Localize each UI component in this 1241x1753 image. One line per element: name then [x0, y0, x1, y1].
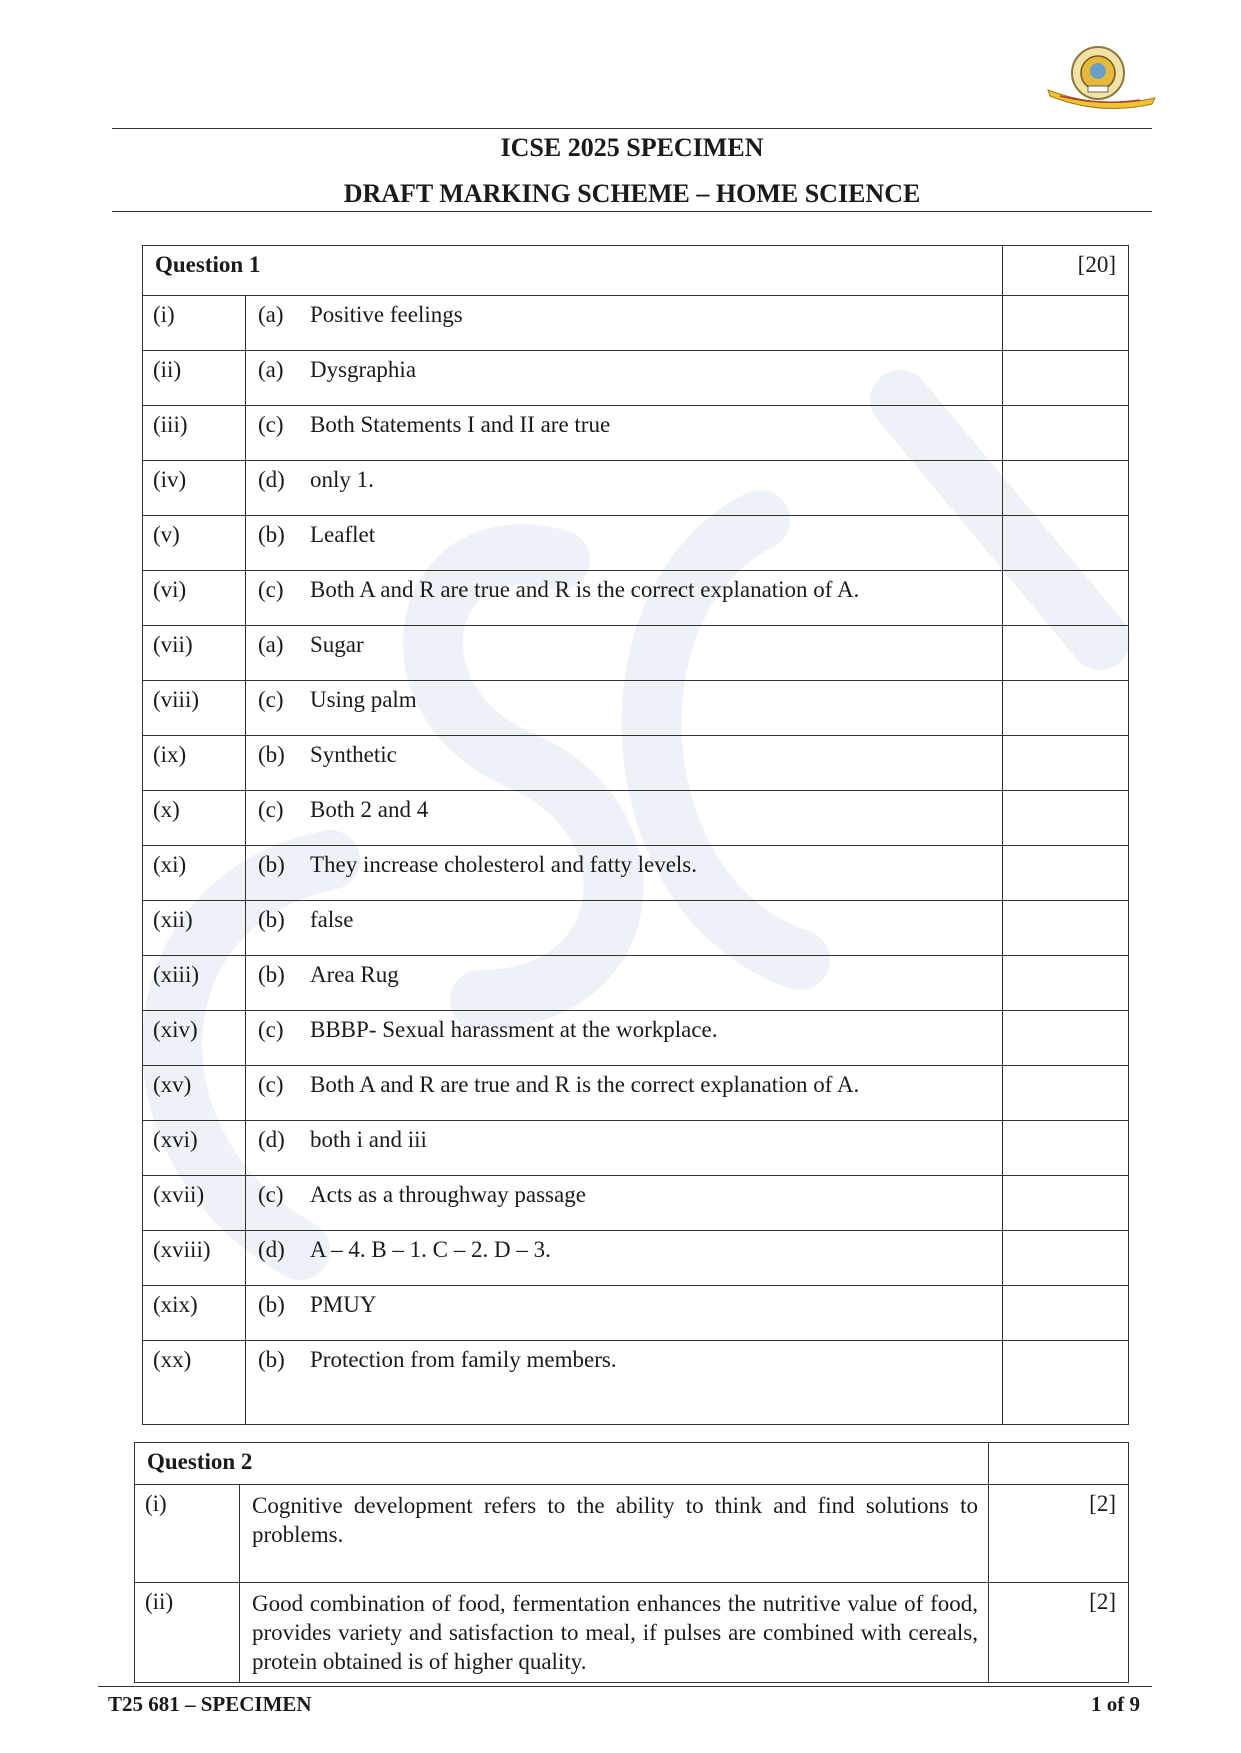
- answer-number: (i): [135, 1485, 240, 1583]
- answer-text: Both A and R are true and R is the correct explanation of A.: [310, 1072, 860, 1097]
- marks-cell: [1003, 461, 1129, 516]
- answer-text: Dysgraphia: [310, 357, 417, 382]
- answer-cell: [246, 516, 1003, 571]
- answer-cell: [246, 791, 1003, 846]
- table-row: [143, 681, 1129, 736]
- answer-text: Using palm: [310, 687, 417, 712]
- answer-option: (c): [258, 1072, 284, 1097]
- answer-option: (a): [258, 632, 284, 657]
- answer-number: (xix): [143, 1286, 246, 1341]
- answer-text: Good combination of food, fermentation enhances the nutritive value of food, provides variety and satisfaction to meal, if pulses are combined with cereals, protein obtained is of higher quality.: [240, 1583, 989, 1683]
- answer-option: (b): [258, 962, 285, 987]
- page-subtitle: DRAFT MARKING SCHEME – HOME SCIENCE: [343, 179, 921, 208]
- marks-cell: [1003, 1011, 1129, 1066]
- header-bottom-rule: [112, 211, 1152, 212]
- answer-text: BBBP- Sexual harassment at the workplace.: [310, 1017, 718, 1042]
- marks-cell: [1003, 1176, 1129, 1231]
- marks-cell: [1003, 406, 1129, 461]
- answer-text: Leaflet: [310, 522, 376, 547]
- answer-number: (vii): [143, 626, 246, 681]
- table-row: [143, 901, 1129, 956]
- answer-option: (c): [258, 1017, 284, 1042]
- question1-header-row: [143, 246, 1129, 296]
- answer-text: Synthetic: [310, 742, 397, 767]
- marks-cell: [1003, 626, 1129, 681]
- answer-number: (xx): [143, 1341, 246, 1425]
- marks-cell: [1003, 351, 1129, 406]
- answer-number: (xiv): [143, 1011, 246, 1066]
- marks-cell: [1003, 901, 1129, 956]
- question2-label: Question 2: [135, 1443, 989, 1485]
- answer-text: Sugar: [310, 632, 364, 657]
- table-row: [143, 1011, 1129, 1066]
- answer-cell: [246, 296, 1003, 351]
- answer-option: (d): [258, 1237, 285, 1262]
- answer-cell: [246, 571, 1003, 626]
- table-row: [143, 1176, 1129, 1231]
- answer-cell: [246, 1121, 1003, 1176]
- answer-number: (i): [143, 296, 246, 351]
- answer-marks: [2]: [989, 1485, 1129, 1583]
- answer-cell: [246, 681, 1003, 736]
- answer-text: Positive feelings: [310, 302, 463, 327]
- answer-number: (x): [143, 791, 246, 846]
- table-row: [143, 736, 1129, 791]
- answer-option: (c): [258, 1182, 284, 1207]
- answer-option: (a): [258, 357, 284, 382]
- answer-number: (viii): [143, 681, 246, 736]
- answer-number: (xviii): [143, 1231, 246, 1286]
- table-row: [143, 1121, 1129, 1176]
- answer-text: Both Statements I and II are true: [310, 412, 611, 437]
- footer-code: T25 681 – SPECIMEN: [108, 1692, 312, 1716]
- answer-cell: [246, 956, 1003, 1011]
- answer-number: (xvii): [143, 1176, 246, 1231]
- question1-marks: [20]: [1003, 246, 1129, 296]
- answer-text: Both 2 and 4: [310, 797, 429, 822]
- answer-text: only 1.: [310, 467, 374, 492]
- answer-option: (c): [258, 577, 284, 602]
- answer-text: Both A and R are true and R is the correct explanation of A.: [310, 577, 860, 602]
- marks-cell: [1003, 296, 1129, 351]
- answer-number: (ii): [135, 1583, 240, 1683]
- answer-option: (c): [258, 687, 284, 712]
- question1-table: [142, 245, 1129, 1425]
- answer-option: (b): [258, 907, 285, 932]
- marks-cell: [1003, 846, 1129, 901]
- table-row: [143, 846, 1129, 901]
- answer-cell: [246, 1231, 1003, 1286]
- answer-text: false: [310, 907, 354, 932]
- answer-option: (b): [258, 852, 285, 877]
- marks-cell: [1003, 571, 1129, 626]
- answer-cell: [246, 351, 1003, 406]
- header-top-rule: [112, 128, 1152, 129]
- marks-cell: [1003, 1121, 1129, 1176]
- answer-number: (ii): [143, 351, 246, 406]
- answer-number: (iii): [143, 406, 246, 461]
- marks-cell: [1003, 956, 1129, 1011]
- answer-text: both i and iii: [310, 1127, 427, 1152]
- table-row: [143, 406, 1129, 461]
- table-row: [143, 1341, 1129, 1425]
- marks-cell: [1003, 736, 1129, 791]
- answer-option: (a): [258, 302, 284, 327]
- answer-option: (d): [258, 467, 285, 492]
- answer-option: (b): [258, 742, 285, 767]
- answer-number: (vi): [143, 571, 246, 626]
- marks-cell: [1003, 791, 1129, 846]
- marks-cell: [1003, 1066, 1129, 1121]
- answer-option: (d): [258, 1127, 285, 1152]
- table-row: [143, 956, 1129, 1011]
- marks-cell: [1003, 516, 1129, 571]
- table-row: [143, 1286, 1129, 1341]
- answer-number: (xi): [143, 846, 246, 901]
- answer-text: Protection from family members.: [310, 1347, 617, 1372]
- table-row: [143, 791, 1129, 846]
- answer-number: (xii): [143, 901, 246, 956]
- answer-number: (xvi): [143, 1121, 246, 1176]
- answer-cell: [246, 1341, 1003, 1425]
- answer-cell: [246, 901, 1003, 956]
- table-row: [143, 571, 1129, 626]
- cisce-logo: [1040, 40, 1160, 120]
- table-row: [143, 1231, 1129, 1286]
- answer-number: (iv): [143, 461, 246, 516]
- answer-text: Acts as a throughway passage: [310, 1182, 586, 1207]
- marks-cell: [1003, 1286, 1129, 1341]
- answer-cell: [246, 736, 1003, 791]
- answer-option: (b): [258, 1347, 285, 1372]
- answer-option: (b): [258, 522, 285, 547]
- table-row: [143, 296, 1129, 351]
- answer-text: A – 4. B – 1. C – 2. D – 3.: [310, 1237, 551, 1262]
- answer-text: PMUY: [310, 1292, 377, 1317]
- answer-cell: [246, 626, 1003, 681]
- answer-cell: [246, 846, 1003, 901]
- answer-text: Cognitive development refers to the ability to think and find solutions to problems.: [240, 1485, 989, 1583]
- table-row: [135, 1485, 1129, 1583]
- answer-cell: [246, 1066, 1003, 1121]
- marks-cell: [1003, 1231, 1129, 1286]
- table-row: [143, 1066, 1129, 1121]
- table-row: [143, 516, 1129, 571]
- answer-cell: [246, 461, 1003, 516]
- marks-cell: [989, 1443, 1129, 1485]
- page-number: 1 of 9: [1091, 1692, 1140, 1716]
- answer-option: (b): [258, 1292, 285, 1317]
- answer-cell: [246, 1286, 1003, 1341]
- marks-cell: [1003, 1341, 1129, 1425]
- answer-number: (ix): [143, 736, 246, 791]
- table-row: [143, 461, 1129, 516]
- answer-text: They increase cholesterol and fatty levels.: [310, 852, 698, 877]
- answer-text: Area Rug: [310, 962, 399, 987]
- answer-option: (c): [258, 797, 284, 822]
- answer-marks: [2]: [989, 1583, 1129, 1683]
- table-row: [143, 626, 1129, 681]
- question1-label: Question 1: [143, 246, 1003, 296]
- answer-number: (xv): [143, 1066, 246, 1121]
- answer-cell: [246, 406, 1003, 461]
- answer-option: (c): [258, 412, 284, 437]
- answer-number: (xiii): [143, 956, 246, 1011]
- table-row: [135, 1583, 1129, 1683]
- marks-cell: [1003, 681, 1129, 736]
- question2-table: [134, 1442, 1129, 1683]
- answer-cell: [246, 1176, 1003, 1231]
- table-row: [143, 351, 1129, 406]
- footer-rule: [98, 1686, 1152, 1687]
- answer-cell: [246, 1011, 1003, 1066]
- page-title: ICSE 2025 SPECIMEN: [500, 133, 764, 162]
- answer-number: (v): [143, 516, 246, 571]
- question2-header-row: [135, 1443, 1129, 1485]
